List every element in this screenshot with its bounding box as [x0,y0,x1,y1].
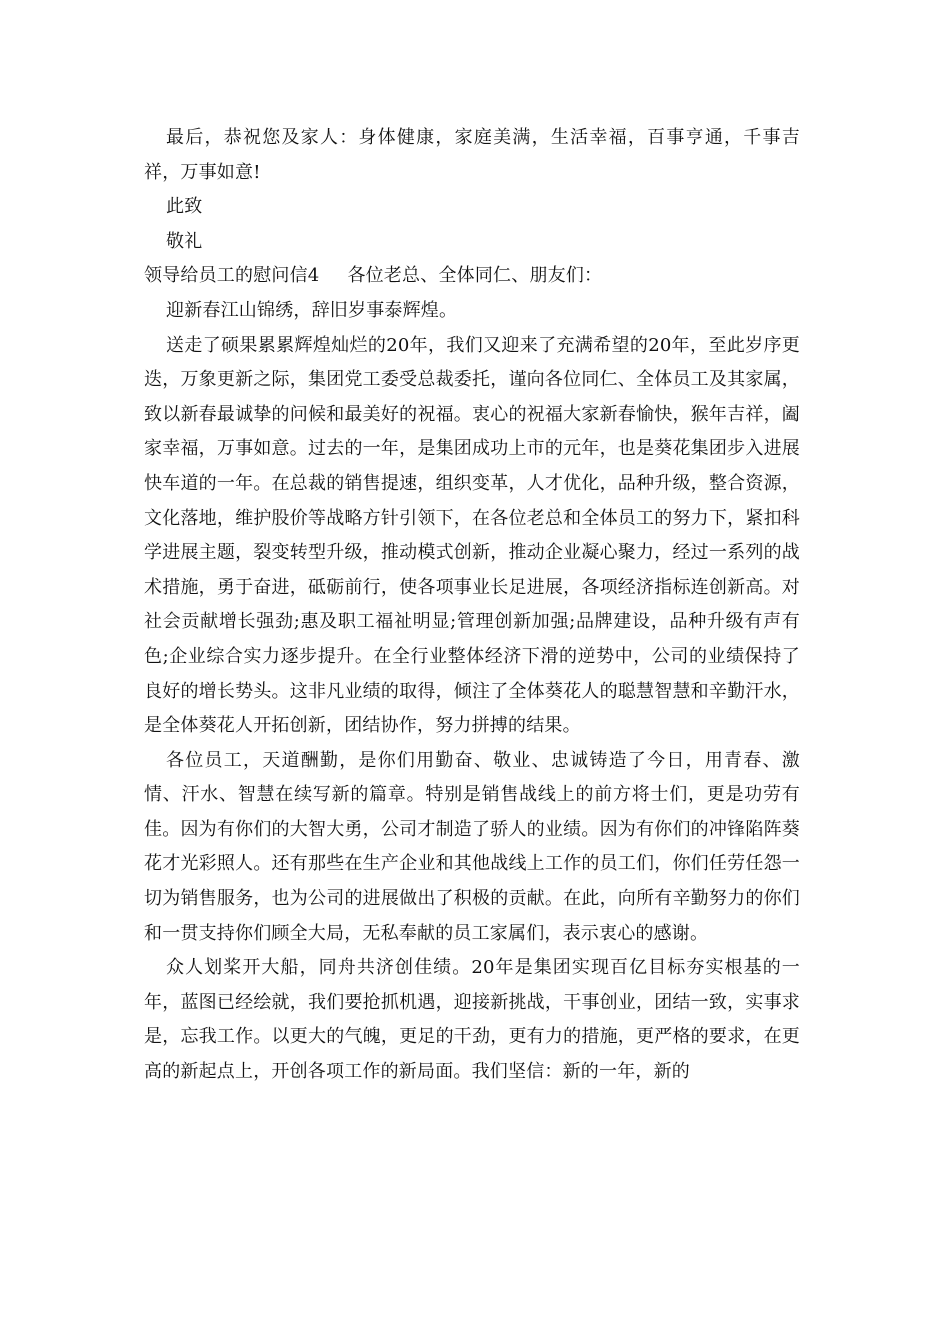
letter-title: 领导给员工的慰问信4 [144,265,320,287]
body-paragraph-3: 众人划桨开大船，同舟共济创佳绩。20年是集团实现百亿目标夯实根基的一年，蓝图已经绘就，我们要抢抓机遇，迎接新挑战，干事创业，团结一致，实事求是，忘我工作。以更大的气魄，更足的干劲，更有力的措施，更严格的要求，在更高的新起点上，开创各项工作的新局面。我们坚信：新的一年，新的 [144,957,800,1083]
letter-addressee: 各位老总、全体同仁、朋友们： [347,265,603,287]
salutation-line-2: 敬礼 [166,230,203,252]
body-paragraph-1: 送走了硕果累累辉煌灿烂的20年，我们又迎来了充满希望的20年，至此岁序更迭，万象更新之际，集团党工委受总裁委托，谨向各位同仁、全体员工及其家属，致以新春最诚挚的问候和最美好的祝福。衷心的祝福大家新春愉快，猴年吉祥，阖家幸福，万事如意。过去的一年，是集团成功上市的元年，也是葵花集团步入进展快车道的一年。在总裁的销售提速，组织变革，人才优化，品种升级，整合资源，文化落地，维护股价等战略方针引领下，在各位老总和全体员工的努力下，紧扣科学进展主题，裂变转型升级，推动模式创新，推动企业凝心聚力，经过一系列的战术措施，勇于奋进，砥砺前行，使各项事业长足进展，各项经济指标连创新高。对社会贡献增长强劲;惠及职工福祉明显;管理创新加强;品牌建设，品种升级有声有色;企业综合实力逐步提升。在全行业整体经济下滑的逆势中，公司的业绩保持了良好的增长势头。这非凡业绩的取得，倾注了全体葵花人的聪慧智慧和辛勤汗水，是全体葵花人开拓创新，团结协作，努力拼搏的结果。 [144,334,800,737]
salutation-line-1: 此致 [166,196,203,218]
greeting-couplet: 迎新春江山锦绣，辞旧岁事泰辉煌。 [166,299,458,321]
letter-heading-line [144,259,800,294]
body-paragraph-2: 各位员工，天道酬勤，是你们用勤奋、敬业、忠诚铸造了今日，用青春、激情、汗水、智慧在续写新的篇章。特别是销售战线上的前方将士们，更是功劳有佳。因为有你们的大智大勇，公司才制造了骄人的业绩。因为有你们的冲锋陷阵葵花才光彩照人。还有那些在生产企业和其他战线上工作的员工们，你们任劳任怨一切为销售服务，也为公司的进展做出了积极的贡献。在此，向所有辛勤努力的你们和一贯支持你们顾全大局，无私奉献的员工家属们，表示衷心的感谢。 [144,749,800,944]
closing-wishes-paragraph: 最后，恭祝您及家人：身体健康，家庭美满，生活幸福，百事亨通，千事吉祥，万事如意! [144,127,800,183]
document-body [144,121,800,1090]
